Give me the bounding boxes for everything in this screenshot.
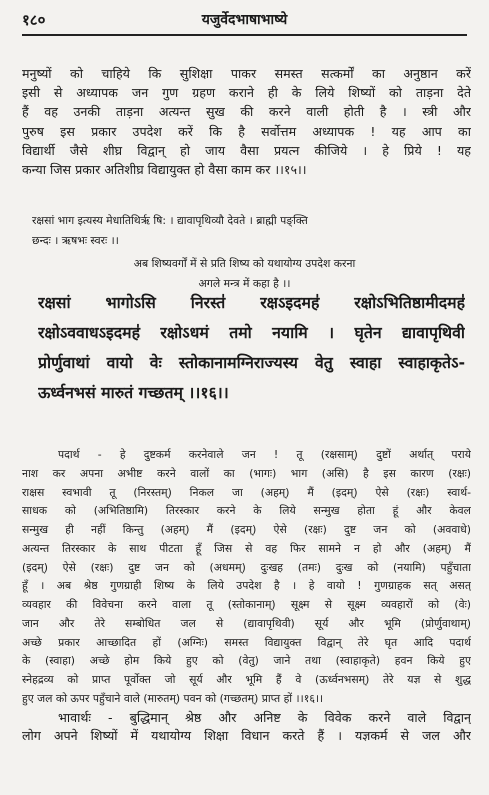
padartha-line: पदार्थ - हे दुष्टकर्म करनेवाले जन ! तू (रक्षसाम्) दुष्टों अर्थात् पराये [58, 448, 471, 461]
page-number: १८० [22, 11, 46, 29]
commentary-line: स्नेहद्रव्य को प्राप्त पूर्वोक्त जो सूर्य और भूमि हैं वे (ऊर्ध्वनभसम्) तेरे यज्ञ से शुद्ध [22, 673, 471, 686]
commentary-line: व्यवहार की विवेचना करने वाला तू (स्तोकानाम्) सूक्ष्म से सूक्ष्म व्यवहारों को (वेः) [22, 598, 471, 611]
commentary-line: राक्षस स्वभावी तू (निरस्तम्) निकल जा (अहम्) मैं (इदम्) ऐसे (रक्षः) स्वार्थ- [22, 485, 471, 499]
text-line: विद्यार्थी जैसे शीघ्र विद्वान् हो जाय वैसा प्रयत्न कीजिये । हे प्रिये ! यह [22, 142, 471, 158]
text-line: इसी से अध्यापक जन गुण ग्रहण कराने ही के लिये शिष्यों को ताड़ना देते [22, 85, 471, 101]
text-line: मनुष्यों को चाहिये कि सुशिक्षा पाकर समस्त सत्कर्मों का अनुष्ठान करें [22, 66, 471, 81]
text-line: पुरुष इस प्रकार उपदेश करें कि है सर्वोत्तम अध्यापक ! यह आप का [22, 123, 471, 139]
commentary-line: हूँ । अब श्रेष्ठ गुणग्राही शिष्य के लिये उपदेश है । हे वायो ! गुणग्राहक सत् असत् [22, 579, 471, 593]
commentary-line: साधक को (अभितिष्ठामि) तिरस्कार करने के लिये सन्मुख होता हूं और केवल [22, 504, 471, 518]
mantra-line: रक्षसां भागोऽसि निरस्त॑ रक्षऽइदमह॑ रक्षोऽभितिष्ठामीदमह॑ [38, 293, 465, 312]
previous-text [22, 64, 471, 179]
running-title: यजुर्वेदभाषाभाष्ये [201, 12, 288, 28]
mantra-line: रक्षोऽववाधऽइदमह॑ रक्षोऽधमं तमो नयामि । घृतेन द्यावापृथिवी [38, 323, 465, 342]
page-header [22, 10, 467, 36]
commentary-line: (इदम्) ऐसे (रक्षः) दुष्ट जन को (अधमम्) दुःखह (तमः) दुःख को (नयामि) पहुँचाता [22, 560, 471, 574]
mantra-line: प्रोर्णुवाथां वायो वेः स्तोकानामग्निराज्यस्य वेतु स्वाहा स्वाहाकृतेऽ- [38, 353, 465, 372]
mantra-block [38, 288, 465, 408]
commentary-line: हुए जल को ऊपर पहुँचाने वाले (मारुतम्) पवन को (गच्छतम्) प्राप्त हों ।।१६।। [22, 691, 324, 705]
text-line: हैं वह उनकी ताड़ना अत्यन्त सुख की करने वाली होती है । स्त्री और [22, 104, 471, 120]
chhanda-svara-line: छन्दः । ऋषभः स्वरः ।। [32, 234, 119, 247]
commentary-line: अच्छे प्रकार आच्छादित हों (अग्निः) समस्त विद्यायुक्त विद्वान् तेरे घृत आदि पदार्थ [22, 635, 471, 649]
bhavartha-line: लोग अपने शिष्यों में यथायोग्य शिक्षा विधान करते हैं । यज्ञकर्म से जल और [22, 728, 471, 744]
commentary-block [22, 446, 471, 746]
text-line: कन्या जिस प्रकार अतिशीघ्र विद्यायुक्त हो वैसा काम कर ।।१५।। [22, 161, 307, 177]
rishi-devata-line: रक्षसां भाग इत्यस्य मेधातिथिर्ऋ षि: । द्यावापृथिव्यौ देवते । ब्राह्मी पङ्क्ति [32, 214, 308, 227]
commentary-line: नाश कर अपना अभीष्ट करने वालों का (भागः) भाग (असि) है इस कारण (रक्षः) [22, 466, 471, 480]
mantra-line: ऊर्ध्वनभसं मारुतं गच्छतम् ।।१६।। [38, 383, 229, 402]
commentary-line: के (स्वाहा) अच्छे होम किये हुए को (वेतु) जाने तथा (स्वाहाकृते) हवन किये हुए [22, 654, 471, 668]
commentary-line: सन्मुख ही नहीं किन्तु (अहम्) मैं (इदम्) ऐसे (रक्षः) दुष्ट जन को (अववाधे) [22, 523, 471, 536]
commentary-line: अत्यन्त तिरस्कार के साथ पीटता हूँ जिस से वह फिर सामने न हो और (अहम्) मैं [22, 541, 471, 555]
bhavartha-line: भावार्थः - बुद्धिमान् श्रेष्ठ और अनिष्ट के विवेक करने वाले विद्वान् [58, 709, 471, 725]
commentary-line: जान और तेरे सम्बोधित जल से (द्यावापृथिवी) सूर्य और भूमि (प्रोर्णुवाथाम्) [22, 616, 471, 630]
intro-line: अब शिष्यवर्गों में से प्रति शिष्य को यथायोग्य उपदेश करना [133, 257, 356, 270]
intro-line: अगले मन्त्र में कहा है ।। [198, 277, 291, 290]
